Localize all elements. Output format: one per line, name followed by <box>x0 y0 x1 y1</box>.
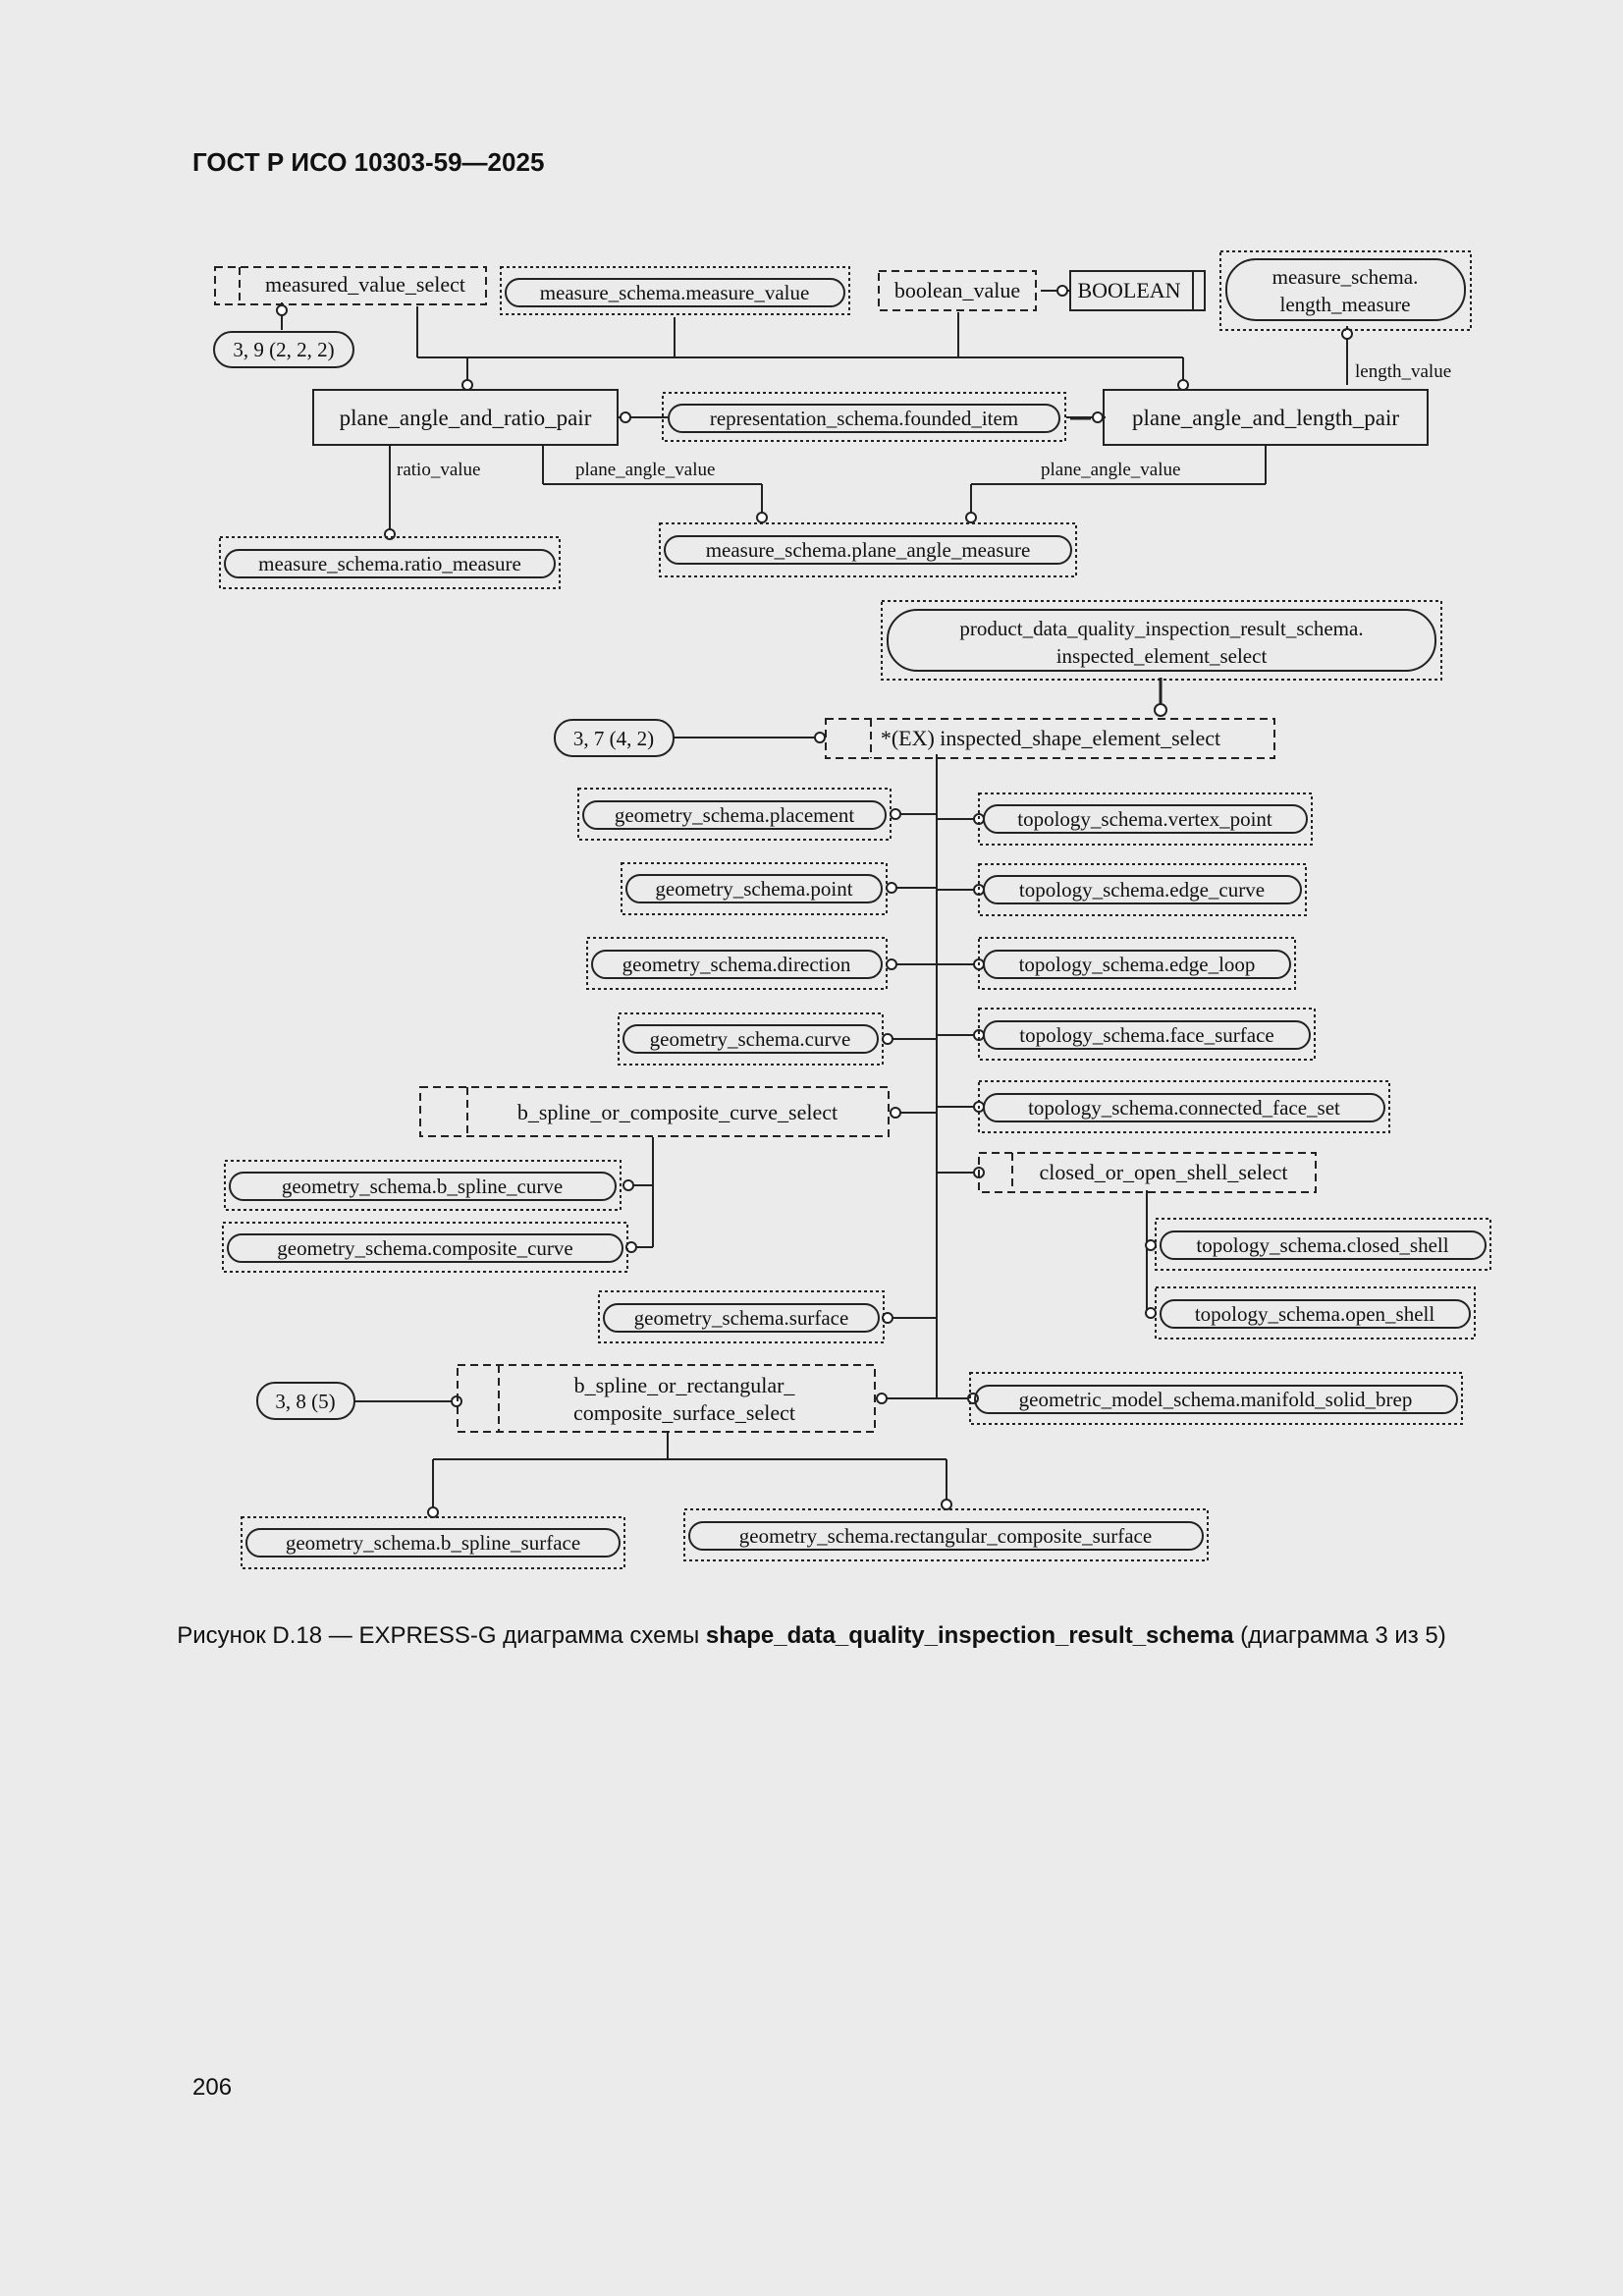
composite-curve-box <box>223 1223 627 1272</box>
length-measure-label-1: measure_schema. <box>1271 265 1419 289</box>
document-header: ГОСТ Р ИСО 10303-59—2025 <box>192 147 545 177</box>
plane-angle-and-ratio-pair-box <box>313 390 618 445</box>
point-box <box>622 863 887 914</box>
open-shell-label: topology_schema.open_shell <box>1194 1302 1435 1326</box>
b-spline-surface-label: geometry_schema.b_spline_surface <box>285 1531 581 1555</box>
plane-angle-and-ratio-pair-label: plane_angle_and_ratio_pair <box>339 406 592 430</box>
rectangular-composite-surface-box <box>684 1509 1208 1560</box>
measured-value-select-label: measured_value_select <box>264 272 466 297</box>
ref-3-9 <box>214 332 353 367</box>
vertex-point-label: topology_schema.vertex_point <box>1017 807 1272 831</box>
point-label: geometry_schema.point <box>655 877 853 901</box>
plane-angle-and-length-pair-box <box>1104 390 1428 445</box>
plane-angle-value-label-2: plane_angle_value <box>1041 460 1181 480</box>
manifold-solid-brep-label: geometric_model_schema.manifold_solid_brep <box>1018 1388 1413 1411</box>
manifold-solid-brep-box <box>970 1373 1462 1424</box>
ratio-measure-box <box>220 537 560 588</box>
b-spline-curve-box <box>225 1161 621 1210</box>
length-measure-label-2: length_measure <box>1279 293 1411 316</box>
plane-angle-measure-box <box>660 523 1076 576</box>
inspected-element-select-box <box>882 601 1441 680</box>
closed-shell-label: topology_schema.closed_shell <box>1196 1233 1449 1257</box>
connected-face-set-box <box>979 1081 1389 1132</box>
b-spline-or-composite-curve-select-label: b_spline_or_composite_curve_select <box>516 1100 839 1124</box>
vertex-point-box <box>979 793 1312 845</box>
boolean-value-label: boolean_value <box>893 278 1021 302</box>
founded-item-label: representation_schema.founded_item <box>709 407 1019 430</box>
boolean-label: BOOLEAN <box>1077 278 1181 302</box>
b-spline-or-rectangular-composite-surface-select-box <box>458 1365 875 1432</box>
inspected-element-select-label-2: inspected_element_select <box>1055 644 1268 668</box>
length-value-label: length_value <box>1355 361 1452 382</box>
boolean-value-box <box>879 271 1036 310</box>
inspected-shape-element-select-box <box>826 719 1274 758</box>
edge-curve-label: topology_schema.edge_curve <box>1018 878 1266 902</box>
ratio-value-label: ratio_value <box>397 460 481 480</box>
plane-angle-and-length-pair-label: plane_angle_and_length_pair <box>1131 406 1400 430</box>
caption-suffix: (диаграмма 3 из 5) <box>1233 1622 1446 1649</box>
founded-item-box <box>663 393 1065 441</box>
edge-loop-box <box>979 938 1295 989</box>
closed-or-open-shell-select-box <box>979 1153 1316 1192</box>
boolean-box <box>1070 271 1205 310</box>
caption-schema-name: shape_data_quality_inspection_result_schema <box>705 1622 1234 1649</box>
figure-caption <box>0 1622 1623 1650</box>
measured-value-select-box <box>215 267 486 304</box>
plane-angle-measure-label: measure_schema.plane_angle_measure <box>705 538 1031 562</box>
b-spline-curve-label: geometry_schema.b_spline_curve <box>281 1175 564 1198</box>
edge-loop-label: topology_schema.edge_loop <box>1018 953 1256 976</box>
curve-box <box>619 1013 883 1065</box>
ratio-measure-label: measure_schema.ratio_measure <box>258 552 521 575</box>
face-surface-box <box>979 1009 1315 1060</box>
closed-or-open-shell-select-label: closed_or_open_shell_select <box>1039 1160 1288 1184</box>
b-spline-or-composite-curve-select-box <box>420 1087 889 1136</box>
connected-face-set-label: topology_schema.connected_face_set <box>1028 1096 1340 1120</box>
b-spline-surface-box <box>242 1517 624 1568</box>
ref-3-7 <box>555 720 674 756</box>
measure-value-label: measure_schema.measure_value <box>539 281 810 304</box>
direction-box <box>587 938 887 989</box>
measure-value-box <box>501 267 849 314</box>
curve-label: geometry_schema.curve <box>649 1027 851 1051</box>
length-measure-box <box>1220 251 1471 330</box>
inspected-element-select-label-1: product_data_quality_inspection_result_schema. <box>959 617 1364 640</box>
placement-box <box>578 789 891 840</box>
closed-shell-box <box>1156 1219 1490 1270</box>
plane-angle-value-label-1: plane_angle_value <box>575 460 716 480</box>
open-shell-box <box>1156 1287 1475 1339</box>
bsorcss-label-2: composite_surface_select <box>572 1400 796 1425</box>
ref-3-9-label: 3, 9 (2, 2, 2) <box>233 338 335 361</box>
caption-prefix: Рисунок D.18 — EXPRESS-G диаграмма схемы <box>177 1622 706 1649</box>
composite-curve-label: geometry_schema.composite_curve <box>277 1236 573 1260</box>
surface-label: geometry_schema.surface <box>633 1306 849 1330</box>
rectangular-composite-surface-label: geometry_schema.rectangular_composite_surface <box>738 1524 1153 1548</box>
face-surface-label: topology_schema.face_surface <box>1019 1023 1274 1047</box>
inspected-shape-element-select-label: *(EX) inspected_shape_element_select <box>880 726 1221 750</box>
placement-label: geometry_schema.placement <box>614 803 855 827</box>
direction-label: geometry_schema.direction <box>622 953 851 976</box>
page-number: 206 <box>192 2074 233 2101</box>
ref-3-8-label: 3, 8 (5) <box>275 1390 336 1413</box>
ref-3-7-label: 3, 7 (4, 2) <box>572 727 655 750</box>
bsorcss-label-1: b_spline_or_rectangular_ <box>573 1373 795 1397</box>
surface-box <box>599 1291 884 1342</box>
edge-curve-box <box>979 864 1306 915</box>
ref-3-8 <box>257 1383 354 1419</box>
